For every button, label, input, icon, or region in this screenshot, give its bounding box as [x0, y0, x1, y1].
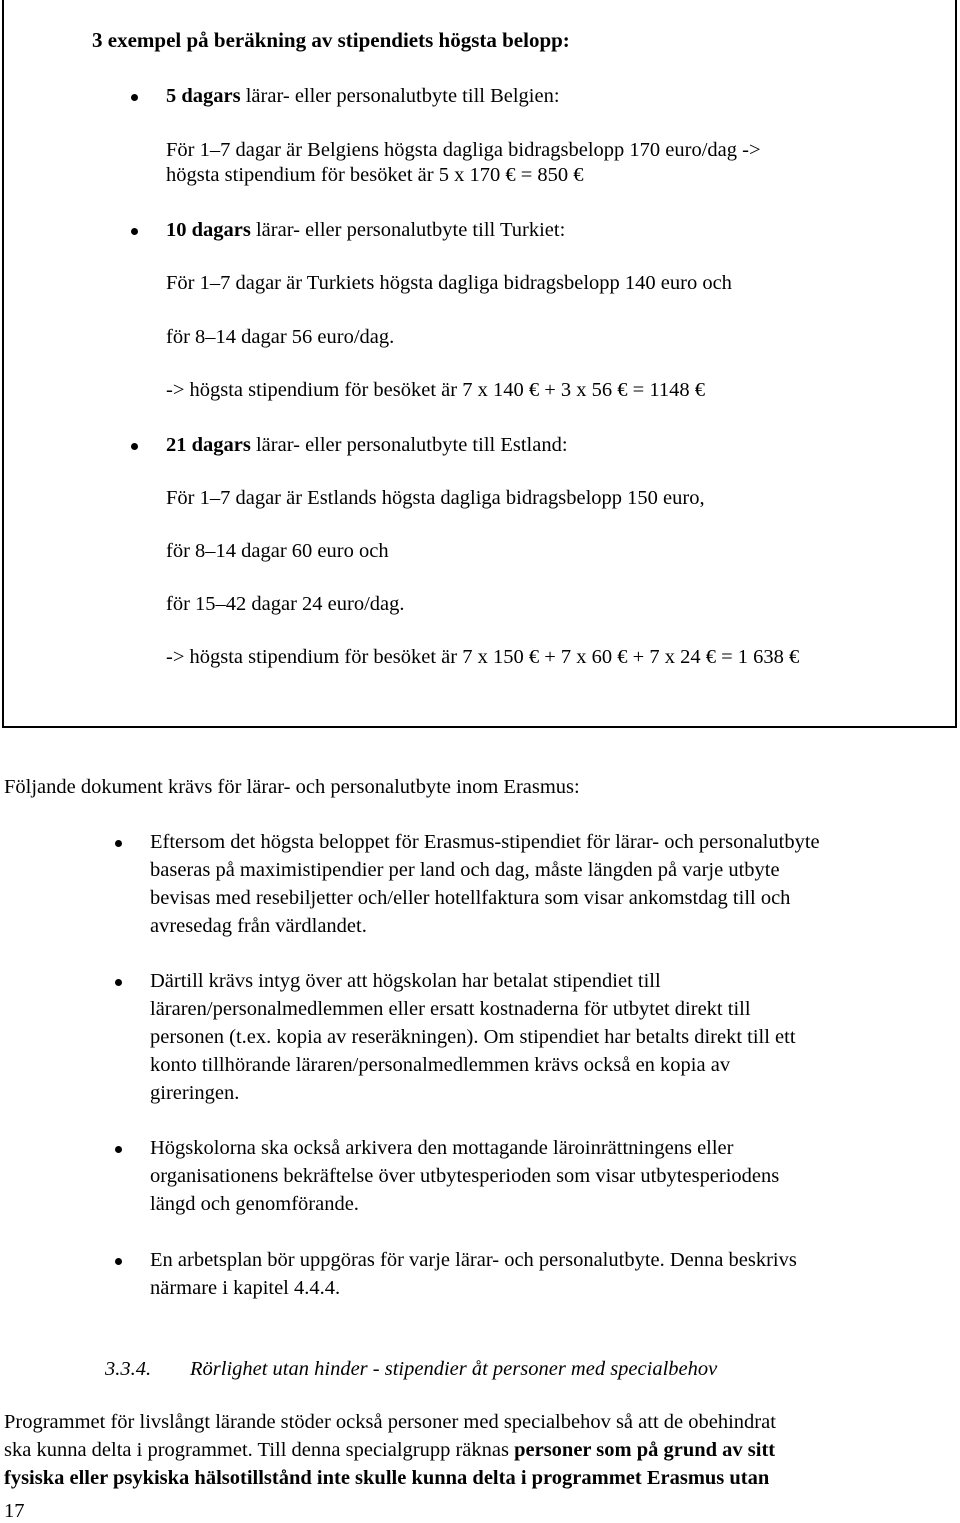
requirement-line: En arbetsplan bör uppgöras för varje lärar- och personalutbyte. Denna beskrivs: [150, 1249, 797, 1271]
example-line: högsta stipendium för besöket är 5 x 170 € = 850 €: [166, 164, 584, 186]
requirement-line: Eftersom det högsta beloppet för Erasmus-stipendiet för lärar- och personalutbyte: [150, 831, 820, 853]
requirement-line: baseras på maximistipendier per land och dag, måste längden på varje utbyte: [150, 859, 780, 881]
requirement-line: närmare i kapitel 4.4.4.: [150, 1277, 341, 1299]
box-title: 3 exempel på beräkning av stipendiets högsta belopp:: [92, 28, 570, 52]
requirement-line: Högskolorna ska också arkivera den mottagande läroinrättningens eller: [150, 1137, 734, 1159]
requirement-line: läraren/personalmedlemmen eller ersatt kostnaderna för utbytet direkt till: [150, 998, 751, 1020]
example-line: För 1–7 dagar är Turkiets högsta dagliga bidragsbelopp 140 euro och: [166, 272, 732, 294]
example-line: För 1–7 dagar är Estlands högsta dagliga bidragsbelopp 150 euro,: [166, 487, 705, 509]
bullet-icon: [115, 979, 122, 986]
bullet-icon: [131, 443, 138, 450]
example-heading: [166, 433, 568, 457]
requirement-line: Därtill krävs intyg över att högskolan har betalat stipendiet till: [150, 970, 661, 992]
example-result: -> högsta stipendium för besöket är 7 x 140 € + 3 x 56 € = 1148 €: [166, 379, 705, 401]
bullet-icon: [115, 1146, 122, 1153]
requirement-line: organisationens bekräftelse över utbytesperioden som visar utbytesperiodens: [150, 1165, 780, 1187]
paragraph-line: [4, 1438, 775, 1462]
section-title: Rörlighet utan hinder - stipendier åt personer med specialbehov: [190, 1358, 718, 1380]
requirement-line: längd och genomförande.: [150, 1193, 359, 1215]
example-heading-rest: lärar- eller personalutbyte till Turkiet:: [250, 219, 566, 241]
paragraph-emphasis: personer som på grund av sitt: [514, 1439, 776, 1461]
bullet-icon: [131, 228, 138, 235]
example-heading-rest: lärar- eller personalutbyte till Belgien:: [240, 85, 560, 107]
example-label: 21 dagars: [166, 434, 251, 456]
bullet-icon: [115, 840, 122, 847]
page-number: 17: [4, 1500, 25, 1522]
bullet-icon: [131, 94, 138, 101]
example-heading: [166, 218, 565, 242]
example-line: för 8–14 dagar 60 euro och: [166, 540, 389, 562]
requirement-line: personen (t.ex. kopia av reseräkningen). Om stipendiet har betalts direkt till ett: [150, 1026, 796, 1048]
bullet-icon: [115, 1258, 122, 1265]
requirement-line: gireringen.: [150, 1082, 240, 1104]
examples-box: [2, 0, 957, 728]
requirement-line: avresedag från värdlandet.: [150, 915, 367, 937]
paragraph-text: ska kunna delta i programmet. Till denna specialgrupp räknas: [4, 1439, 515, 1461]
example-heading: [166, 84, 560, 108]
example-result: -> högsta stipendium för besöket är 7 x 150 € + 7 x 60 € + 7 x 24 € = 1 638 €: [166, 646, 800, 668]
paragraph-line: Programmet för livslångt lärande stöder också personer med specialbehov så att de obehindrat: [4, 1411, 776, 1433]
example-heading-rest: lärar- eller personalutbyte till Estland:: [250, 434, 568, 456]
requirement-line: bevisas med resebiljetter och/eller hotellfaktura som visar ankomstdag till och: [150, 887, 791, 909]
example-label: 10 dagars: [166, 219, 251, 241]
example-label: 5 dagars: [166, 85, 241, 107]
example-line: för 15–42 dagar 24 euro/dag.: [166, 593, 405, 615]
paragraph-emphasis: fysiska eller psykiska hälsotillstånd inte skulle kunna delta i programmet Erasmus utan: [4, 1467, 770, 1489]
example-line: för 8–14 dagar 56 euro/dag.: [166, 326, 395, 348]
documents-intro: Följande dokument krävs för lärar- och personalutbyte inom Erasmus:: [4, 776, 580, 798]
section-number: 3.3.4.: [105, 1358, 152, 1380]
requirement-line: konto tillhörande läraren/personalmedlemmen krävs också en kopia av: [150, 1054, 731, 1076]
example-line: För 1–7 dagar är Belgiens högsta dagliga bidragsbelopp 170 euro/dag ->: [166, 139, 761, 161]
